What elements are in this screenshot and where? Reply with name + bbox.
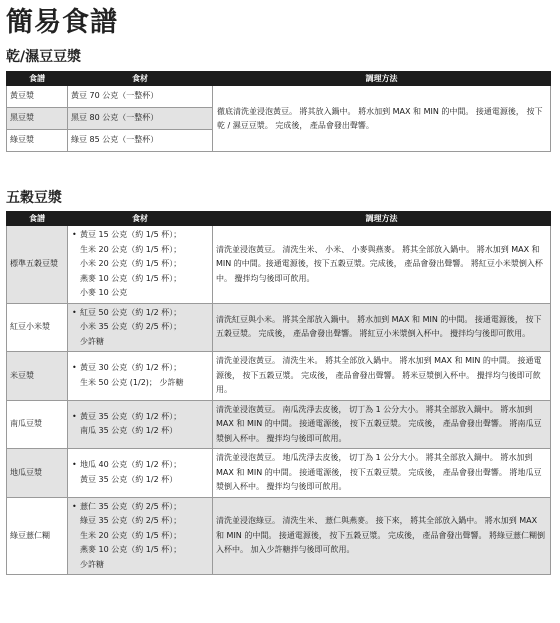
recipe-ingredients [68,449,213,498]
header-method: 調理方法 [213,212,551,226]
ingredient-item: 燕麥 10 公克（約 1/5 杯）； [80,545,182,554]
ingredient-item: 南瓜 35 公克（約 1/2 杯） [80,426,178,436]
ingredient-item: 黃豆 35 公克（約 1/2 杯） [80,474,178,484]
ingredient-item: • 黃豆 15 公克（約 1/5 杯）； [80,228,209,243]
ingredient-item: 綠豆 35 公克（約 2/5 杯）； [80,516,182,525]
ingredient-item: 小米 35 公克（約 2/5 杯）； [80,322,182,331]
recipe-name: 標準五穀豆漿 [7,226,68,304]
ingredient-item: 生米 20 公克（約 1/5 杯）； [80,530,182,540]
ingredient-item: • 黃豆 30 公克（約 1/2 杯）； [80,361,209,376]
ingredient-item: 生米 50 公克 (1/2)； 少許糖 [80,377,184,387]
recipe-ingredients [68,352,213,401]
recipe-name: 紅豆小米漿 [7,303,68,352]
recipe-name: 米豆漿 [7,352,68,401]
recipe-name: 綠豆漿 [7,130,68,152]
ingredient-item: • 黃豆 35 公克（約 1/2 杯）； [80,410,209,425]
recipe-method: 清洗並浸泡綠豆。 清洗生米、 薏仁與燕麥。 接下來， 將其全部放入鍋中。 將水加到 MAX 和 MIN 的中間。 接通電源後， 按下五穀豆漿。 完成後， 產品會發出聲響。 將綠豆薏仁糊倒入杯中。 加入少許糖拌勻後即可飲用。 [213,497,551,575]
recipe-name: 黑豆漿 [7,108,68,130]
ingredient-item: 少許糖 [80,559,104,569]
table-row [7,303,551,352]
header-recipe: 食譜 [7,72,68,86]
recipe-ingredients: 綠豆 85 公克（一整杯） [68,130,213,152]
recipe-ingredients [68,226,213,304]
section-title-five-grain-soymilk: 五穀豆漿 [6,190,62,206]
recipe-name: 南瓜豆漿 [7,400,68,449]
ingredient-item: • 薏仁 35 公克（約 2/5 杯）； [80,500,209,515]
ingredient-item: 少許糖 [80,336,104,346]
recipe-method: 清洗並浸泡黃豆。 南瓜洗淨去皮後， 切丁為 1 公分大小。 將其全部放入鍋中。 將水加到 MAX 和 MIN 的中間。 接通電源後， 按下五穀豆漿。 完成後， 產品會發出聲響。 將南瓜豆漿倒入杯中。 攪拌均勻後即可飲用。 [213,400,551,449]
header-ingredients: 食材 [68,212,213,226]
table-row [7,497,551,575]
header-method: 調理方法 [213,72,551,86]
recipe-name: 綠豆薏仁糊 [7,497,68,575]
recipe-name: 地瓜豆漿 [7,449,68,498]
recipe-ingredients [68,400,213,449]
ingredient-item: 小米 20 公克（約 1/5 杯）； [80,259,182,268]
ingredient-item: 燕麥 10 公克（約 1/5 杯）； [80,273,182,283]
table-header-row [7,212,551,226]
ingredient-item: • 紅豆 50 公克（約 1/2 杯）； [80,306,209,321]
recipe-name: 黃豆漿 [7,86,68,108]
recipe-method: 清洗並浸泡黃豆。 清洗生米、 小米、 小麥與燕麥。 將其全部放入鍋中。 將水加到 MAX 和 MIN 的中間。接通電源後，按下五穀豆漿。完成後， 產品會發出聲響。 將紅豆小米漿倒入杯中。 攪拌均勻後即可飲用。 [213,226,551,304]
ingredient-item: 生米 20 公克（約 1/5 杯）； [80,244,182,254]
recipe-method: 清洗並浸泡黃豆。 地瓜洗淨去皮後， 切丁為 1 公分大小。 將其全部放入鍋中。 將水加到 MAX 和 MIN 的中間。 接通電源後， 按下五穀豆漿。 完成後， 產品會發出聲響。 將地瓜豆漿倒入杯中。 攪拌均勻後即可飲用。 [213,449,551,498]
table-row [7,400,551,449]
table-row [7,449,551,498]
section-title-dry-wet-soymilk: 乾/濕豆豆漿 [6,49,82,65]
header-recipe: 食譜 [7,212,68,226]
table-row [7,226,551,304]
table-row [7,352,551,401]
table-header-row [7,72,551,86]
ingredient-item: • 地瓜 40 公克（約 1/2 杯）； [80,458,209,473]
five-grain-soymilk-table [6,211,551,575]
recipe-method: 清洗並浸泡黃豆。 清洗生米。 將其全部放入鍋中。 將水加到 MAX 和 MIN 的中間。 接通電源後， 按下五穀豆漿。 完成後， 產品會發出聲響。 將米豆漿倒入杯中。 攪拌均勻後即可飲用。 [213,352,551,401]
recipe-ingredients: 黃豆 70 公克（一整杯） [68,86,213,108]
recipe-ingredients [68,497,213,575]
recipe-method: 清洗紅豆與小米。 將其全部放入鍋中。 將水加到 MAX 和 MIN 的中間。 接通電源後， 按下五穀豆漿。 完成後， 產品會發出聲響。 將紅豆小米漿倒入杯中。 攪拌均勻後即可飲用。 [213,303,551,352]
recipe-ingredients [68,303,213,352]
ingredient-item: 小麥 10 公克 [80,288,128,297]
header-ingredients: 食材 [68,72,213,86]
recipe-method: 徹底清洗並浸泡黃豆。 將其放入鍋中。 將水加到 MAX 和 MIN 的中間。 接通電源後， 按下乾 / 濕豆豆漿。 完成後， 產品會發出聲響。 [213,86,551,152]
dry-wet-soymilk-table [6,71,551,152]
page-title: 簡易食譜 [6,7,118,38]
recipe-ingredients: 黑豆 80 公克（一整杯） [68,108,213,130]
table-row [7,86,551,108]
